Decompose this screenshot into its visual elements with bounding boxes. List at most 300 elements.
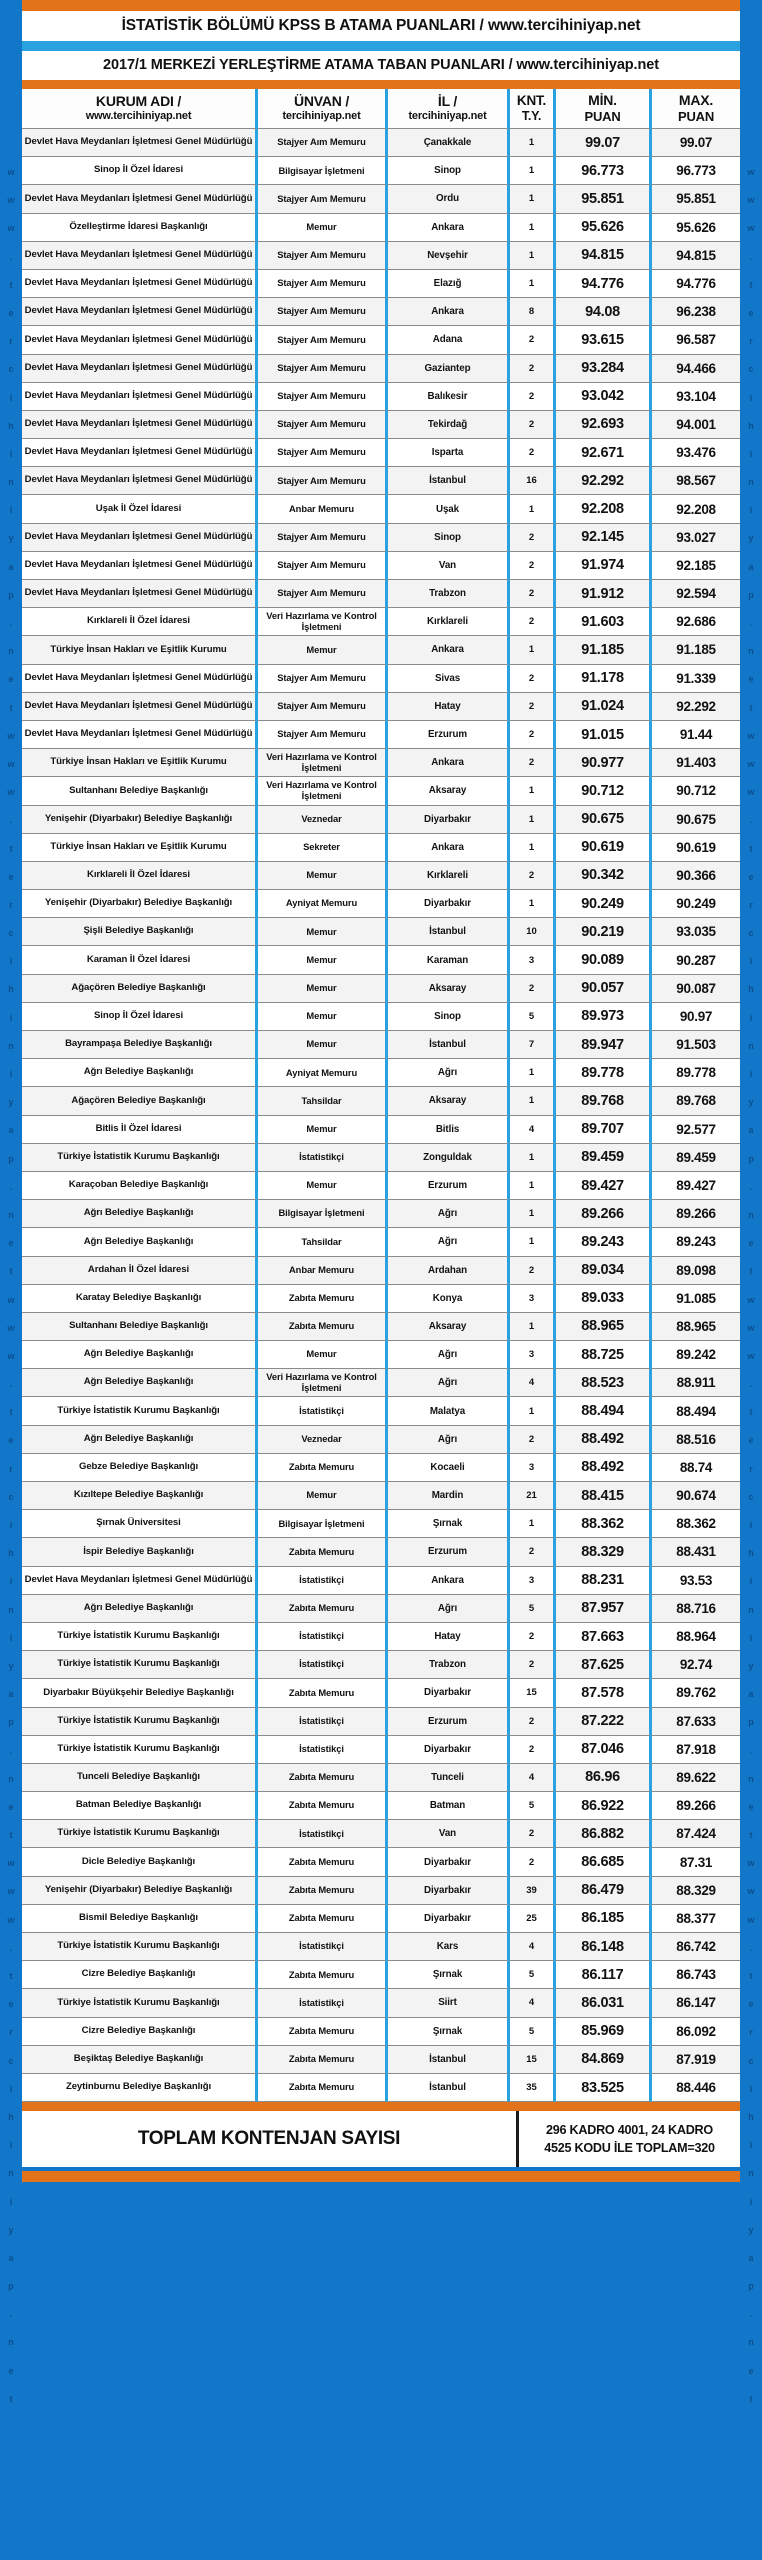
cell-kurum: Devlet Hava Meydanları İşletmesi Genel Müdürlüğü bbox=[22, 326, 258, 354]
table-row bbox=[22, 1228, 740, 1256]
cell-kontenjan: 2 bbox=[510, 383, 556, 411]
cell-max-puan: 90.97 bbox=[652, 1003, 740, 1031]
table-row bbox=[22, 918, 740, 946]
cell-kontenjan: 4 bbox=[510, 1764, 556, 1792]
cell-unvan: Stajyer Aım Memuru bbox=[258, 721, 388, 749]
watermark-letter: i bbox=[9, 1632, 13, 1643]
cell-il: Diyarbakır bbox=[388, 1679, 510, 1707]
page-title-secondary: 2017/1 MERKEZİ YERLEŞTİRME ATAMA TABAN PUANLARI / www.tercihiniyap.net bbox=[22, 51, 740, 80]
cell-min-puan: 88.231 bbox=[556, 1567, 652, 1595]
watermark-letter: t bbox=[749, 702, 753, 713]
watermark-letter: e bbox=[748, 2365, 754, 2376]
cell-kontenjan: 1 bbox=[510, 806, 556, 834]
cell-il: Şırnak bbox=[388, 2018, 510, 2046]
watermark-letter: a bbox=[748, 2252, 754, 2263]
watermark-letter: i bbox=[749, 2196, 753, 2207]
cell-kurum: Devlet Hava Meydanları İşletmesi Genel Müdürlüğü bbox=[22, 439, 258, 467]
cell-il: Sinop bbox=[388, 1003, 510, 1031]
cell-min-puan: 92.693 bbox=[556, 411, 652, 439]
cell-unvan: Sekreter bbox=[258, 834, 388, 862]
watermark-letter: h bbox=[748, 1548, 754, 1559]
watermark-letter: . bbox=[9, 1181, 13, 1192]
cell-il: Ardahan bbox=[388, 1257, 510, 1285]
cell-max-puan: 90.674 bbox=[652, 1482, 740, 1510]
cell-kontenjan: 2 bbox=[510, 975, 556, 1003]
watermark-letter: i bbox=[749, 1520, 753, 1530]
table-row bbox=[22, 1059, 740, 1087]
watermark-letter: t bbox=[749, 1266, 753, 1277]
watermark-letter: a bbox=[8, 2252, 14, 2263]
cell-min-puan: 89.033 bbox=[556, 1285, 652, 1313]
cell-kurum: Devlet Hava Meydanları İşletmesi Genel Müdürlüğü bbox=[22, 1567, 258, 1595]
table-row bbox=[22, 1623, 740, 1651]
cell-unvan: İstatistikçi bbox=[258, 1144, 388, 1172]
cell-kontenjan: 1 bbox=[510, 1313, 556, 1341]
watermark-letter: i bbox=[9, 1012, 13, 1023]
cell-il: Ankara bbox=[388, 636, 510, 664]
cell-max-puan: 87.31 bbox=[652, 1848, 740, 1876]
cell-unvan: Zabıta Memuru bbox=[258, 1454, 388, 1482]
cell-il: Ordu bbox=[388, 185, 510, 213]
cell-unvan: Memur bbox=[258, 1116, 388, 1144]
watermark-letter: r bbox=[749, 336, 753, 347]
table-row bbox=[22, 1820, 740, 1848]
watermark-letter: w bbox=[747, 1294, 755, 1305]
cell-il: Aksaray bbox=[388, 777, 510, 805]
cell-max-puan: 96.773 bbox=[652, 157, 740, 185]
cell-il: Ankara bbox=[388, 749, 510, 777]
table-row bbox=[22, 1538, 740, 1566]
watermark-letter: w bbox=[747, 167, 755, 177]
cell-min-puan: 91.185 bbox=[556, 636, 652, 664]
cell-kontenjan: 5 bbox=[510, 2018, 556, 2046]
table-row bbox=[22, 1313, 740, 1341]
table-row bbox=[22, 552, 740, 580]
watermark-letter: i bbox=[9, 1520, 13, 1530]
cell-il: Ankara bbox=[388, 298, 510, 326]
table-row bbox=[22, 1257, 740, 1285]
watermark-letter: e bbox=[8, 871, 14, 882]
cell-unvan: Zabıta Memuru bbox=[258, 1905, 388, 1933]
cell-unvan: Memur bbox=[258, 1482, 388, 1510]
cell-kurum: Türkiye İnsan Hakları ve Eşitlik Kurumu bbox=[22, 749, 258, 777]
cell-min-puan: 89.034 bbox=[556, 1257, 652, 1285]
cell-unvan: İstatistikçi bbox=[258, 1933, 388, 1961]
cell-il: Kars bbox=[388, 1933, 510, 1961]
watermark-letter: a bbox=[748, 561, 754, 572]
watermark-letter: . bbox=[9, 1745, 13, 1756]
cell-kontenjan: 1 bbox=[510, 129, 556, 157]
cell-unvan: Tahsildar bbox=[258, 1228, 388, 1256]
cell-unvan: İstatistikçi bbox=[258, 1623, 388, 1651]
cell-min-puan: 89.973 bbox=[556, 1003, 652, 1031]
cell-unvan: Memur bbox=[258, 1031, 388, 1059]
cell-il: Trabzon bbox=[388, 580, 510, 608]
table-row bbox=[22, 749, 740, 777]
watermark-letter: n bbox=[748, 2168, 754, 2179]
table-row bbox=[22, 1426, 740, 1454]
cell-max-puan: 88.377 bbox=[652, 1905, 740, 1933]
cell-min-puan: 88.492 bbox=[556, 1454, 652, 1482]
table-row bbox=[22, 1087, 740, 1115]
cell-max-puan: 86.147 bbox=[652, 1989, 740, 2017]
cell-kontenjan: 1 bbox=[510, 1510, 556, 1538]
cell-kurum: Türkiye İstatistik Kurumu Başkanlığı bbox=[22, 1144, 258, 1172]
cell-kurum: Devlet Hava Meydanları İşletmesi Genel Müdürlüğü bbox=[22, 185, 258, 213]
totals-value bbox=[519, 2111, 740, 2167]
cell-min-puan: 90.619 bbox=[556, 834, 652, 862]
cell-kontenjan: 2 bbox=[510, 552, 556, 580]
cell-kurum: Devlet Hava Meydanları İşletmesi Genel Müdürlüğü bbox=[22, 665, 258, 693]
watermark-letter: h bbox=[8, 1548, 14, 1559]
cell-kontenjan: 3 bbox=[510, 1454, 556, 1482]
col-header-il-main: İL / bbox=[437, 93, 458, 110]
cell-kontenjan: 2 bbox=[510, 721, 556, 749]
cell-kontenjan: 2 bbox=[510, 326, 556, 354]
watermark-letter: r bbox=[749, 1463, 753, 1474]
watermark-letter: e bbox=[8, 1801, 14, 1812]
cell-unvan: Stajyer Aım Memuru bbox=[258, 411, 388, 439]
cell-kontenjan: 1 bbox=[510, 242, 556, 270]
cell-min-puan: 90.057 bbox=[556, 975, 652, 1003]
cell-min-puan: 86.148 bbox=[556, 1933, 652, 1961]
cell-kurum: Yenişehir (Diyarbakır) Belediye Başkanlığı bbox=[22, 806, 258, 834]
cell-max-puan: 87.633 bbox=[652, 1708, 740, 1736]
cell-il: Mardin bbox=[388, 1482, 510, 1510]
watermark-letter: w bbox=[747, 1886, 755, 1897]
watermark-letter: y bbox=[8, 2224, 14, 2235]
cell-kurum: Devlet Hava Meydanları İşletmesi Genel Müdürlüğü bbox=[22, 693, 258, 721]
cell-kurum: Cizre Belediye Başkanlığı bbox=[22, 2018, 258, 2046]
cell-unvan: Zabıta Memuru bbox=[258, 2046, 388, 2074]
cell-kontenjan: 1 bbox=[510, 1087, 556, 1115]
cell-kontenjan: 7 bbox=[510, 1031, 556, 1059]
cell-il: Çanakkale bbox=[388, 129, 510, 157]
cell-kontenjan: 4 bbox=[510, 1989, 556, 2017]
watermark-letter: w bbox=[7, 167, 15, 177]
cell-unvan: Anbar Memuru bbox=[258, 1257, 388, 1285]
cell-il: Siirt bbox=[388, 1989, 510, 2017]
watermark-letter: i bbox=[9, 2196, 13, 2207]
cell-min-puan: 89.778 bbox=[556, 1059, 652, 1087]
cell-unvan: Zabıta Memuru bbox=[258, 1764, 388, 1792]
col-header-max-puan bbox=[652, 89, 740, 129]
totals-line-1: 296 KADRO 4001, 24 KADRO bbox=[546, 2122, 713, 2137]
bottom-orange-bar bbox=[0, 2171, 762, 2182]
table-row bbox=[22, 1454, 740, 1482]
watermark-letter: c bbox=[748, 364, 754, 375]
cell-unvan: İstatistikçi bbox=[258, 1820, 388, 1848]
watermark-letter: w bbox=[7, 1322, 15, 1333]
cell-il: Bitlis bbox=[388, 1116, 510, 1144]
cell-min-puan: 86.031 bbox=[556, 1989, 652, 2017]
table-row bbox=[22, 1764, 740, 1792]
col-header-kontenjan-main: KNT. bbox=[516, 92, 547, 108]
cell-min-puan: 89.707 bbox=[556, 1116, 652, 1144]
cell-il: İstanbul bbox=[388, 467, 510, 495]
cell-kurum: Türkiye İstatistik Kurumu Başkanlığı bbox=[22, 1623, 258, 1651]
col-header-max-main: MAX. bbox=[678, 92, 714, 109]
cell-min-puan: 89.947 bbox=[556, 1031, 652, 1059]
cell-min-puan: 86.117 bbox=[556, 1961, 652, 1989]
col-header-min-sub: PUAN bbox=[584, 109, 621, 125]
cell-kurum: Uşak İl Özel İdaresi bbox=[22, 495, 258, 523]
watermark-letter: n bbox=[8, 2168, 14, 2179]
table-row bbox=[22, 1285, 740, 1313]
table-row bbox=[22, 1792, 740, 1820]
cell-il: Trabzon bbox=[388, 1651, 510, 1679]
cell-min-puan: 91.912 bbox=[556, 580, 652, 608]
cell-min-puan: 87.578 bbox=[556, 1679, 652, 1707]
cell-min-puan: 90.342 bbox=[556, 862, 652, 890]
cell-unvan: Stajyer Aım Memuru bbox=[258, 439, 388, 467]
cell-il: Ağrı bbox=[388, 1341, 510, 1369]
cell-unvan: Stajyer Aım Memuru bbox=[258, 129, 388, 157]
table-row bbox=[22, 1510, 740, 1538]
watermark-letter: w bbox=[7, 1294, 15, 1305]
cell-unvan: Zabıta Memuru bbox=[258, 1595, 388, 1623]
cell-max-puan: 90.287 bbox=[652, 946, 740, 974]
cell-il: Ağrı bbox=[388, 1200, 510, 1228]
cell-min-puan: 87.046 bbox=[556, 1736, 652, 1764]
col-header-kurum bbox=[22, 89, 258, 129]
cell-kurum: Türkiye İstatistik Kurumu Başkanlığı bbox=[22, 1397, 258, 1425]
cell-kurum: Türkiye İstatistik Kurumu Başkanlığı bbox=[22, 1651, 258, 1679]
cell-max-puan: 96.238 bbox=[652, 298, 740, 326]
watermark-letter: r bbox=[749, 899, 753, 910]
table-row bbox=[22, 834, 740, 862]
cell-unvan: Stajyer Aım Memuru bbox=[258, 326, 388, 354]
watermark-letter: w bbox=[747, 730, 755, 741]
cell-min-puan: 88.362 bbox=[556, 1510, 652, 1538]
watermark-letter: r bbox=[9, 336, 13, 347]
cell-kurum: Ağrı Belediye Başkanlığı bbox=[22, 1595, 258, 1623]
table-row bbox=[22, 214, 740, 242]
watermark-letter: y bbox=[8, 1097, 14, 1108]
cell-min-puan: 86.882 bbox=[556, 1820, 652, 1848]
table-row bbox=[22, 1172, 740, 1200]
cell-min-puan: 87.957 bbox=[556, 1595, 652, 1623]
cell-il: Uşak bbox=[388, 495, 510, 523]
cell-kurum: Cizre Belediye Başkanlığı bbox=[22, 1961, 258, 1989]
watermark-letter: i bbox=[9, 2140, 13, 2151]
table-row bbox=[22, 298, 740, 326]
table-row bbox=[22, 326, 740, 354]
cell-min-puan: 91.015 bbox=[556, 721, 652, 749]
placement-scores-table bbox=[22, 89, 740, 2102]
cell-unvan: Veznedar bbox=[258, 1426, 388, 1454]
cell-max-puan: 93.476 bbox=[652, 439, 740, 467]
cell-min-puan: 91.603 bbox=[556, 608, 652, 636]
cell-max-puan: 88.446 bbox=[652, 2074, 740, 2102]
table-row bbox=[22, 495, 740, 523]
watermark-letter: n bbox=[8, 646, 14, 657]
cell-kontenjan: 5 bbox=[510, 1595, 556, 1623]
table-row bbox=[22, 1679, 740, 1707]
cell-unvan: Zabıta Memuru bbox=[258, 2074, 388, 2102]
cell-unvan: Stajyer Aım Memuru bbox=[258, 665, 388, 693]
watermark-letter: w bbox=[7, 223, 15, 234]
watermark-letter: r bbox=[9, 1463, 13, 1474]
cell-kurum: Türkiye İstatistik Kurumu Başkanlığı bbox=[22, 1736, 258, 1764]
watermark-letter: t bbox=[749, 1971, 753, 1981]
watermark-letter: i bbox=[749, 2140, 753, 2151]
watermark-letter: i bbox=[9, 1576, 13, 1587]
cell-kurum: Karatay Belediye Başkanlığı bbox=[22, 1285, 258, 1313]
cell-max-puan: 89.459 bbox=[652, 1144, 740, 1172]
cell-il: Ankara bbox=[388, 214, 510, 242]
cell-kurum: Karaçoban Belediye Başkanlığı bbox=[22, 1172, 258, 1200]
cell-unvan: Veri Hazırlama ve Kontrol İşletmeni bbox=[258, 777, 388, 805]
cell-kontenjan: 2 bbox=[510, 1820, 556, 1848]
col-header-kontenjan bbox=[510, 89, 556, 129]
watermark-letter: w bbox=[7, 1350, 15, 1361]
watermark-letter: w bbox=[7, 195, 15, 206]
cell-min-puan: 90.219 bbox=[556, 918, 652, 946]
watermark-letter: t bbox=[749, 1407, 753, 1418]
cell-unvan: İstatistikçi bbox=[258, 1567, 388, 1595]
cell-kurum: Devlet Hava Meydanları İşletmesi Genel Müdürlüğü bbox=[22, 467, 258, 495]
cell-il: Sivas bbox=[388, 665, 510, 693]
cell-kontenjan: 2 bbox=[510, 862, 556, 890]
cell-unvan: İstatistikçi bbox=[258, 1651, 388, 1679]
cell-unvan: Memur bbox=[258, 862, 388, 890]
cell-kurum: Ağrı Belediye Başkanlığı bbox=[22, 1200, 258, 1228]
watermark-letter: w bbox=[747, 1350, 755, 1361]
cell-kontenjan: 2 bbox=[510, 355, 556, 383]
watermark-letter: i bbox=[749, 1069, 753, 1079]
cell-kurum: Devlet Hava Meydanları İşletmesi Genel Müdürlüğü bbox=[22, 298, 258, 326]
cell-max-puan: 88.329 bbox=[652, 1877, 740, 1905]
col-header-kurum-sub: www.tercihiniyap.net bbox=[85, 110, 192, 123]
cell-max-puan: 93.027 bbox=[652, 524, 740, 552]
cell-unvan: Veri Hazırlama ve Kontrol İşletmeni bbox=[258, 1369, 388, 1397]
cell-unvan: Stajyer Aım Memuru bbox=[258, 270, 388, 298]
cell-max-puan: 91.503 bbox=[652, 1031, 740, 1059]
cell-kontenjan: 1 bbox=[510, 834, 556, 862]
cell-kontenjan: 2 bbox=[510, 608, 556, 636]
cell-kontenjan: 2 bbox=[510, 749, 556, 777]
table-row bbox=[22, 1848, 740, 1876]
cell-kurum: Türkiye İnsan Hakları ve Eşitlik Kurumu bbox=[22, 834, 258, 862]
watermark-letter: h bbox=[748, 2111, 754, 2122]
watermark-letter: t bbox=[9, 1971, 13, 1981]
cell-il: Elazığ bbox=[388, 270, 510, 298]
cell-unvan: Bilgisayar İşletmeni bbox=[258, 1200, 388, 1228]
cell-min-puan: 92.208 bbox=[556, 495, 652, 523]
cell-kurum: Türkiye İstatistik Kurumu Başkanlığı bbox=[22, 1708, 258, 1736]
watermark-letter: i bbox=[9, 392, 13, 403]
cell-kontenjan: 1 bbox=[510, 1397, 556, 1425]
watermark-letter: . bbox=[749, 1379, 753, 1390]
cell-min-puan: 96.773 bbox=[556, 157, 652, 185]
cell-unvan: Zabıta Memuru bbox=[258, 1877, 388, 1905]
cell-max-puan: 91.339 bbox=[652, 665, 740, 693]
cell-min-puan: 88.725 bbox=[556, 1341, 652, 1369]
cell-kontenjan: 39 bbox=[510, 1877, 556, 1905]
table-row bbox=[22, 806, 740, 834]
top-orange-bar bbox=[0, 0, 762, 11]
cell-kurum: Devlet Hava Meydanları İşletmesi Genel Müdürlüğü bbox=[22, 552, 258, 580]
table-row bbox=[22, 777, 740, 805]
header-row bbox=[22, 89, 740, 129]
watermark-letter: y bbox=[8, 533, 14, 544]
cell-kontenjan: 2 bbox=[510, 693, 556, 721]
cell-kontenjan: 1 bbox=[510, 1059, 556, 1087]
cell-min-puan: 88.492 bbox=[556, 1426, 652, 1454]
cell-kontenjan: 1 bbox=[510, 777, 556, 805]
cell-kontenjan: 2 bbox=[510, 439, 556, 467]
cell-max-puan: 91.185 bbox=[652, 636, 740, 664]
watermark-letter: p bbox=[8, 2281, 14, 2292]
col-header-il bbox=[388, 89, 510, 129]
table-row bbox=[22, 355, 740, 383]
cell-min-puan: 88.523 bbox=[556, 1369, 652, 1397]
cell-unvan: Stajyer Aım Memuru bbox=[258, 185, 388, 213]
title-separator-blue bbox=[22, 41, 740, 51]
cell-il: Hatay bbox=[388, 1623, 510, 1651]
cell-max-puan: 90.619 bbox=[652, 834, 740, 862]
cell-min-puan: 84.869 bbox=[556, 2046, 652, 2074]
cell-kurum: Yenişehir (Diyarbakır) Belediye Başkanlığı bbox=[22, 1877, 258, 1905]
watermark-letter: p bbox=[8, 1153, 14, 1164]
cell-unvan: Stajyer Aım Memuru bbox=[258, 552, 388, 580]
cell-unvan: Stajyer Aım Memuru bbox=[258, 580, 388, 608]
cell-unvan: Memur bbox=[258, 214, 388, 242]
cell-max-puan: 92.74 bbox=[652, 1651, 740, 1679]
cell-min-puan: 86.185 bbox=[556, 1905, 652, 1933]
footer-orange-bar-top bbox=[0, 2102, 762, 2111]
cell-min-puan: 83.525 bbox=[556, 2074, 652, 2102]
cell-kontenjan: 5 bbox=[510, 1961, 556, 1989]
cell-kontenjan: 4 bbox=[510, 1933, 556, 1961]
cell-max-puan: 95.851 bbox=[652, 185, 740, 213]
cell-kurum: Devlet Hava Meydanları İşletmesi Genel Müdürlüğü bbox=[22, 270, 258, 298]
cell-kontenjan: 35 bbox=[510, 2074, 556, 2102]
cell-kontenjan: 1 bbox=[510, 495, 556, 523]
cell-kontenjan: 1 bbox=[510, 157, 556, 185]
cell-kontenjan: 2 bbox=[510, 580, 556, 608]
cell-kurum: Sultanhanı Belediye Başkanlığı bbox=[22, 1313, 258, 1341]
watermark-letter: t bbox=[9, 1407, 13, 1418]
watermark-letter: e bbox=[8, 1238, 14, 1249]
cell-min-puan: 89.266 bbox=[556, 1200, 652, 1228]
cell-kurum: Devlet Hava Meydanları İşletmesi Genel Müdürlüğü bbox=[22, 242, 258, 270]
cell-max-puan: 88.362 bbox=[652, 1510, 740, 1538]
watermark-letter: . bbox=[9, 2309, 13, 2320]
cell-il: Hatay bbox=[388, 693, 510, 721]
cell-max-puan: 89.622 bbox=[652, 1764, 740, 1792]
watermark-letter: . bbox=[9, 251, 13, 262]
watermark-letter: a bbox=[8, 1689, 14, 1700]
cell-unvan: Stajyer Aım Memuru bbox=[258, 467, 388, 495]
col-header-il-sub: tercihiniyap.net bbox=[408, 110, 487, 123]
watermark-letter: w bbox=[7, 730, 15, 741]
watermark-letter: e bbox=[748, 871, 754, 882]
cell-il: Balıkesir bbox=[388, 383, 510, 411]
cell-il: Diyarbakır bbox=[388, 1877, 510, 1905]
col-header-kontenjan-sub: T.Y. bbox=[521, 109, 542, 124]
watermark-letter: n bbox=[748, 1040, 754, 1051]
table-row bbox=[22, 665, 740, 693]
cell-max-puan: 88.431 bbox=[652, 1538, 740, 1566]
watermark-letter: c bbox=[748, 928, 754, 939]
cell-max-puan: 88.494 bbox=[652, 1397, 740, 1425]
cell-kurum: Devlet Hava Meydanları İşletmesi Genel Müdürlüğü bbox=[22, 411, 258, 439]
cell-il: Ankara bbox=[388, 834, 510, 862]
watermark-letter: e bbox=[8, 1999, 14, 2010]
watermark-letter: w bbox=[7, 1914, 15, 1925]
